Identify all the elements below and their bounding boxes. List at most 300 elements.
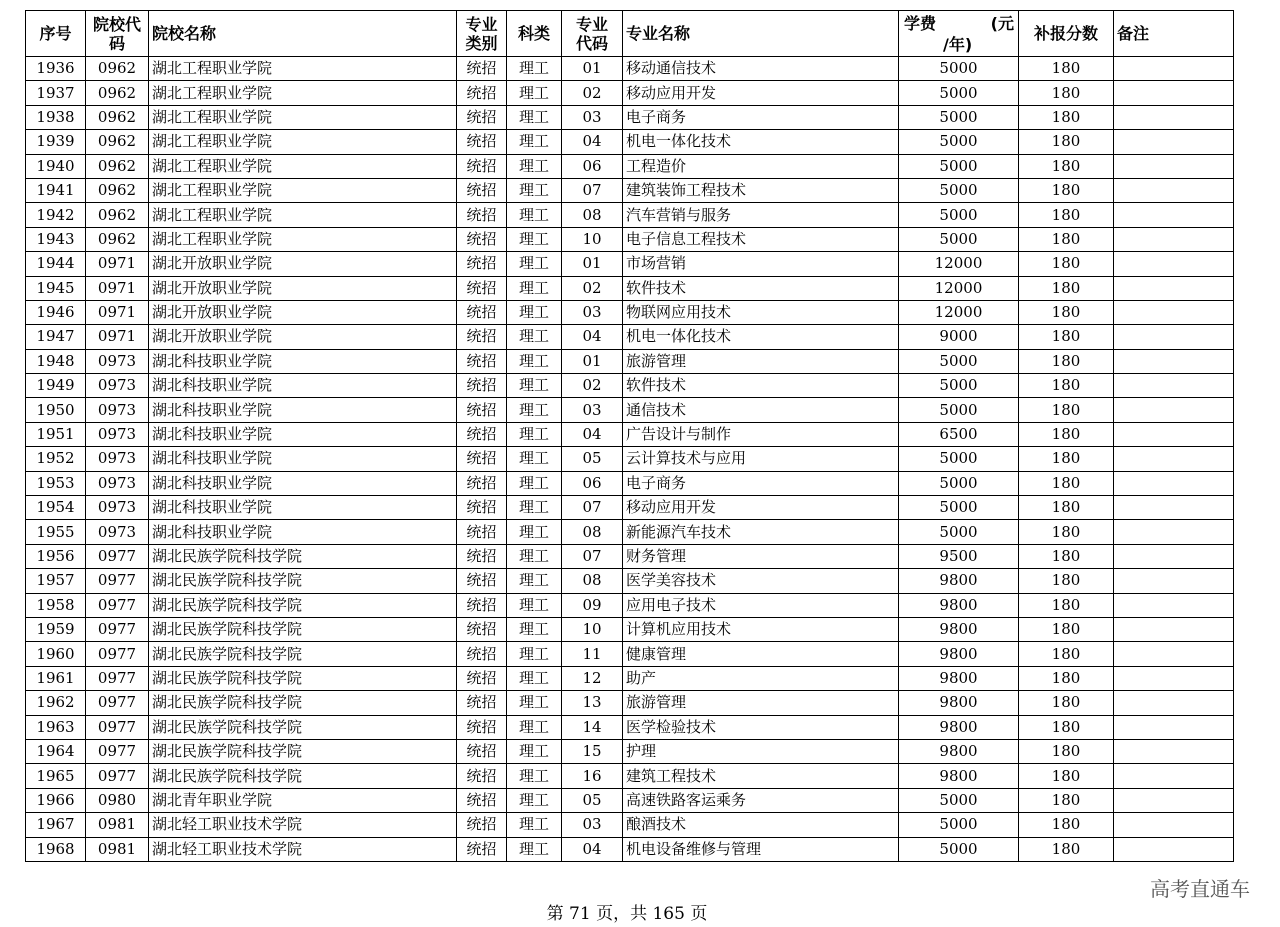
cell-school-code: 0981 [86,837,149,861]
cell-remark [1114,325,1234,349]
cell-category: 理工 [507,496,562,520]
cell-major-code: 01 [562,57,623,81]
cell-major-name: 物联网应用技术 [623,300,899,324]
cell-remark [1114,666,1234,690]
cell-seq: 1953 [26,471,86,495]
admission-table [25,10,1234,862]
cell-major-type: 统招 [457,422,507,446]
cell-category: 理工 [507,398,562,422]
cell-school-code: 0977 [86,691,149,715]
cell-fee: 9800 [899,593,1019,617]
cell-remark [1114,57,1234,81]
cell-major-code: 04 [562,325,623,349]
cell-major-code: 11 [562,642,623,666]
cell-major-name: 云计算技术与应用 [623,447,899,471]
cell-major-code: 14 [562,715,623,739]
cell-major-code: 08 [562,520,623,544]
table-row [26,81,1234,105]
cell-major-type: 统招 [457,520,507,544]
cell-major-name: 计算机应用技术 [623,617,899,641]
cell-major-name: 电子商务 [623,471,899,495]
cell-score: 180 [1019,593,1114,617]
cell-major-name: 电子商务 [623,105,899,129]
cell-major-type: 统招 [457,81,507,105]
cell-major-name: 应用电子技术 [623,593,899,617]
cell-score: 180 [1019,642,1114,666]
header-school-code-line1: 院校代 [92,14,141,34]
cell-seq: 1951 [26,422,86,446]
cell-seq: 1944 [26,252,86,276]
cell-fee: 5000 [899,130,1019,154]
cell-major-name: 财务管理 [623,544,899,568]
cell-school-name: 湖北青年职业学院 [149,788,457,812]
cell-major-name: 新能源汽车技术 [623,520,899,544]
cell-fee: 5000 [899,81,1019,105]
cell-school-name: 湖北开放职业学院 [149,252,457,276]
cell-major-code: 03 [562,300,623,324]
cell-score: 180 [1019,57,1114,81]
header-school-code [86,11,149,57]
cell-major-code: 08 [562,569,623,593]
cell-major-name: 高速铁路客运乘务 [623,788,899,812]
cell-category: 理工 [507,325,562,349]
table-row [26,813,1234,837]
cell-seq: 1943 [26,227,86,251]
cell-category: 理工 [507,178,562,202]
cell-category: 理工 [507,642,562,666]
cell-major-code: 03 [562,813,623,837]
cell-score: 180 [1019,496,1114,520]
cell-major-code: 10 [562,617,623,641]
cell-category: 理工 [507,666,562,690]
cell-category: 理工 [507,154,562,178]
cell-school-code: 0977 [86,593,149,617]
header-row [26,11,1234,57]
cell-score: 180 [1019,447,1114,471]
cell-category: 理工 [507,788,562,812]
cell-fee: 9500 [899,544,1019,568]
cell-fee: 5000 [899,154,1019,178]
cell-seq: 1938 [26,105,86,129]
cell-major-type: 统招 [457,666,507,690]
cell-remark [1114,105,1234,129]
table-row [26,276,1234,300]
table-row [26,300,1234,324]
cell-school-name: 湖北民族学院科技学院 [149,569,457,593]
cell-school-code: 0973 [86,349,149,373]
cell-fee: 9800 [899,666,1019,690]
cell-remark [1114,544,1234,568]
cell-school-code: 0962 [86,130,149,154]
cell-seq: 1950 [26,398,86,422]
cell-major-type: 统招 [457,715,507,739]
cell-school-code: 0971 [86,252,149,276]
header-seq: 序号 [26,11,86,57]
cell-major-type: 统招 [457,544,507,568]
cell-remark [1114,252,1234,276]
cell-category: 理工 [507,691,562,715]
cell-school-code: 0973 [86,520,149,544]
cell-seq: 1965 [26,764,86,788]
cell-fee: 5000 [899,349,1019,373]
cell-major-type: 统招 [457,374,507,398]
cell-remark [1114,81,1234,105]
cell-school-name: 湖北科技职业学院 [149,496,457,520]
cell-school-code: 0977 [86,642,149,666]
header-school-name: 院校名称 [149,11,457,57]
cell-fee: 5000 [899,520,1019,544]
cell-category: 理工 [507,520,562,544]
cell-remark [1114,349,1234,373]
cell-school-name: 湖北科技职业学院 [149,398,457,422]
cell-fee: 12000 [899,300,1019,324]
table-row [26,154,1234,178]
cell-school-name: 湖北工程职业学院 [149,227,457,251]
cell-major-code: 03 [562,398,623,422]
cell-school-code: 0973 [86,422,149,446]
cell-school-code: 0977 [86,617,149,641]
cell-major-code: 08 [562,203,623,227]
table-row [26,252,1234,276]
cell-major-type: 统招 [457,764,507,788]
cell-fee: 6500 [899,422,1019,446]
cell-major-name: 护理 [623,739,899,763]
cell-major-type: 统招 [457,593,507,617]
table-row [26,593,1234,617]
cell-score: 180 [1019,325,1114,349]
watermark: 高考直通车 [1150,877,1250,901]
cell-fee: 5000 [899,105,1019,129]
cell-major-name: 软件技术 [623,374,899,398]
cell-school-name: 湖北民族学院科技学院 [149,691,457,715]
cell-major-name: 旅游管理 [623,691,899,715]
header-remark: 备注 [1114,11,1234,57]
cell-seq: 1964 [26,739,86,763]
cell-school-code: 0962 [86,154,149,178]
cell-category: 理工 [507,739,562,763]
cell-seq: 1941 [26,178,86,202]
table-row [26,203,1234,227]
cell-score: 180 [1019,81,1114,105]
cell-school-name: 湖北民族学院科技学院 [149,642,457,666]
cell-school-code: 0977 [86,764,149,788]
cell-score: 180 [1019,471,1114,495]
cell-major-code: 02 [562,81,623,105]
cell-remark [1114,837,1234,861]
cell-major-code: 06 [562,154,623,178]
table-row [26,398,1234,422]
cell-seq: 1961 [26,666,86,690]
cell-category: 理工 [507,276,562,300]
cell-school-name: 湖北开放职业学院 [149,325,457,349]
table-row [26,764,1234,788]
cell-school-code: 0962 [86,178,149,202]
cell-major-type: 统招 [457,130,507,154]
cell-school-name: 湖北开放职业学院 [149,276,457,300]
cell-category: 理工 [507,837,562,861]
header-major-code [562,11,623,57]
cell-score: 180 [1019,813,1114,837]
cell-seq: 1949 [26,374,86,398]
cell-major-code: 04 [562,837,623,861]
cell-category: 理工 [507,593,562,617]
cell-major-name: 移动通信技术 [623,57,899,81]
header-major-type-line2: 类别 [465,33,498,53]
cell-major-type: 统招 [457,325,507,349]
page-number: 第 71 页，共 165 页 [546,904,708,924]
cell-school-name: 湖北科技职业学院 [149,422,457,446]
cell-school-code: 0977 [86,739,149,763]
header-major-code-line2: 代码 [575,33,608,53]
cell-fee: 5000 [899,227,1019,251]
cell-major-code: 02 [562,374,623,398]
header-fee-unit: (元 [990,14,1014,33]
table-row [26,422,1234,446]
cell-score: 180 [1019,666,1114,690]
cell-school-code: 0980 [86,788,149,812]
cell-major-name: 建筑装饰工程技术 [623,178,899,202]
cell-seq: 1945 [26,276,86,300]
cell-category: 理工 [507,374,562,398]
cell-seq: 1955 [26,520,86,544]
header-major-code-line1: 专业 [575,14,608,34]
cell-major-code: 10 [562,227,623,251]
cell-school-code: 0973 [86,471,149,495]
cell-score: 180 [1019,276,1114,300]
cell-school-code: 0962 [86,81,149,105]
cell-major-name: 广告设计与制作 [623,422,899,446]
cell-major-type: 统招 [457,227,507,251]
cell-school-code: 0977 [86,569,149,593]
cell-score: 180 [1019,715,1114,739]
cell-school-code: 0971 [86,276,149,300]
cell-fee: 9800 [899,715,1019,739]
cell-score: 180 [1019,788,1114,812]
cell-school-code: 0977 [86,715,149,739]
cell-school-name: 湖北科技职业学院 [149,349,457,373]
cell-remark [1114,739,1234,763]
table-row [26,569,1234,593]
cell-major-name: 汽车营销与服务 [623,203,899,227]
header-fee [899,11,1019,57]
table-row [26,715,1234,739]
cell-major-name: 移动应用开发 [623,496,899,520]
cell-school-code: 0973 [86,374,149,398]
cell-fee: 9000 [899,325,1019,349]
table-row [26,617,1234,641]
cell-major-name: 建筑工程技术 [623,764,899,788]
cell-school-name: 湖北工程职业学院 [149,203,457,227]
cell-school-name: 湖北科技职业学院 [149,374,457,398]
cell-major-type: 统招 [457,788,507,812]
cell-remark [1114,300,1234,324]
cell-category: 理工 [507,422,562,446]
cell-major-type: 统招 [457,471,507,495]
cell-seq: 1939 [26,130,86,154]
cell-category: 理工 [507,764,562,788]
cell-major-type: 统招 [457,105,507,129]
cell-school-name: 湖北科技职业学院 [149,520,457,544]
cell-seq: 1954 [26,496,86,520]
cell-category: 理工 [507,349,562,373]
cell-seq: 1960 [26,642,86,666]
cell-remark [1114,471,1234,495]
cell-fee: 9800 [899,569,1019,593]
cell-school-code: 0973 [86,398,149,422]
cell-fee: 5000 [899,374,1019,398]
cell-seq: 1966 [26,788,86,812]
header-major-type-line1: 专业 [465,14,498,34]
cell-fee: 5000 [899,447,1019,471]
cell-major-code: 16 [562,764,623,788]
cell-major-name: 软件技术 [623,276,899,300]
cell-fee: 9800 [899,739,1019,763]
cell-fee: 5000 [899,398,1019,422]
cell-fee: 12000 [899,276,1019,300]
cell-major-type: 统招 [457,642,507,666]
cell-category: 理工 [507,569,562,593]
cell-major-name: 移动应用开发 [623,81,899,105]
cell-school-code: 0977 [86,544,149,568]
cell-fee: 5000 [899,837,1019,861]
cell-school-name: 湖北民族学院科技学院 [149,764,457,788]
cell-seq: 1959 [26,617,86,641]
cell-major-code: 06 [562,471,623,495]
cell-fee: 9800 [899,617,1019,641]
cell-category: 理工 [507,105,562,129]
cell-fee: 5000 [899,57,1019,81]
table-row [26,471,1234,495]
cell-fee: 5000 [899,496,1019,520]
cell-remark [1114,593,1234,617]
cell-score: 180 [1019,837,1114,861]
cell-category: 理工 [507,203,562,227]
cell-remark [1114,813,1234,837]
cell-score: 180 [1019,764,1114,788]
cell-seq: 1948 [26,349,86,373]
cell-major-type: 统招 [457,203,507,227]
cell-remark [1114,178,1234,202]
cell-major-code: 05 [562,788,623,812]
cell-fee: 9800 [899,642,1019,666]
cell-major-type: 统招 [457,496,507,520]
cell-major-type: 统招 [457,813,507,837]
cell-major-code: 07 [562,544,623,568]
table-row [26,325,1234,349]
table-row [26,520,1234,544]
cell-school-code: 0973 [86,447,149,471]
cell-score: 180 [1019,617,1114,641]
cell-score: 180 [1019,154,1114,178]
table-row [26,130,1234,154]
cell-seq: 1952 [26,447,86,471]
table-row [26,105,1234,129]
cell-remark [1114,691,1234,715]
cell-remark [1114,227,1234,251]
cell-fee: 5000 [899,203,1019,227]
cell-major-name: 市场营销 [623,252,899,276]
cell-major-code: 15 [562,739,623,763]
table-row [26,666,1234,690]
cell-score: 180 [1019,300,1114,324]
header-fee-label: 学费 [904,14,937,33]
cell-seq: 1937 [26,81,86,105]
cell-remark [1114,520,1234,544]
cell-major-code: 09 [562,593,623,617]
cell-major-type: 统招 [457,252,507,276]
cell-major-code: 01 [562,252,623,276]
table-row [26,691,1234,715]
cell-seq: 1956 [26,544,86,568]
cell-category: 理工 [507,252,562,276]
table-row [26,374,1234,398]
cell-score: 180 [1019,252,1114,276]
cell-category: 理工 [507,227,562,251]
cell-seq: 1942 [26,203,86,227]
cell-major-code: 01 [562,349,623,373]
cell-category: 理工 [507,130,562,154]
cell-category: 理工 [507,617,562,641]
cell-seq: 1946 [26,300,86,324]
cell-remark [1114,154,1234,178]
table-row [26,788,1234,812]
cell-major-code: 03 [562,105,623,129]
cell-school-name: 湖北民族学院科技学院 [149,715,457,739]
cell-category: 理工 [507,471,562,495]
cell-major-name: 酿酒技术 [623,813,899,837]
cell-school-name: 湖北民族学院科技学院 [149,593,457,617]
cell-score: 180 [1019,349,1114,373]
cell-remark [1114,276,1234,300]
cell-fee: 5000 [899,471,1019,495]
cell-remark [1114,569,1234,593]
cell-major-type: 统招 [457,691,507,715]
cell-major-name: 通信技术 [623,398,899,422]
cell-category: 理工 [507,544,562,568]
cell-seq: 1947 [26,325,86,349]
cell-major-type: 统招 [457,300,507,324]
header-fee-per-year: /年) [943,35,973,54]
cell-major-type: 统招 [457,57,507,81]
cell-remark [1114,617,1234,641]
cell-remark [1114,374,1234,398]
cell-score: 180 [1019,203,1114,227]
cell-remark [1114,398,1234,422]
table-row [26,642,1234,666]
cell-major-type: 统招 [457,739,507,763]
cell-school-code: 0981 [86,813,149,837]
cell-fee: 5000 [899,788,1019,812]
cell-major-type: 统招 [457,178,507,202]
cell-category: 理工 [507,447,562,471]
cell-seq: 1962 [26,691,86,715]
cell-major-name: 助产 [623,666,899,690]
cell-school-name: 湖北民族学院科技学院 [149,544,457,568]
cell-score: 180 [1019,569,1114,593]
cell-fee: 5000 [899,178,1019,202]
cell-seq: 1967 [26,813,86,837]
cell-school-name: 湖北工程职业学院 [149,178,457,202]
cell-score: 180 [1019,422,1114,446]
cell-major-name: 电子信息工程技术 [623,227,899,251]
cell-school-name: 湖北工程职业学院 [149,57,457,81]
cell-score: 180 [1019,544,1114,568]
table-body [26,57,1234,862]
cell-major-type: 统招 [457,617,507,641]
cell-major-name: 旅游管理 [623,349,899,373]
cell-school-code: 0962 [86,105,149,129]
cell-major-name: 医学美容技术 [623,569,899,593]
